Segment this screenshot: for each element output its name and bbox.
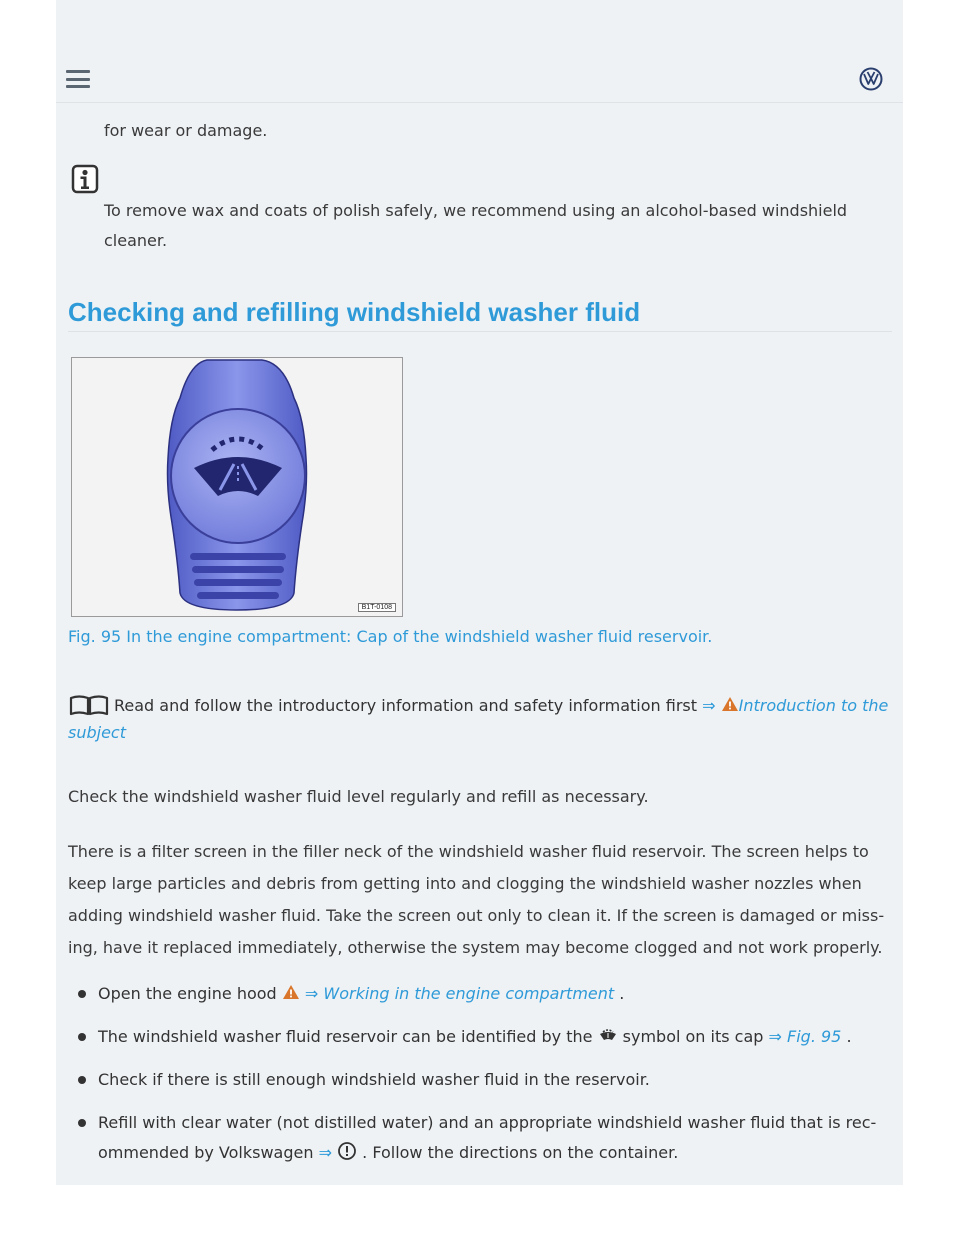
steps-list <box>68 979 883 1181</box>
paragraph-filter: There is a filter screen in the filler neck of the windshield washer fluid reservoir. The screen helps to keep large particles and debris from getting into and clogging the windshield washer nozzles when adding windshield washer fluid. Take the screen out only to clean it. If the screen is damaged or miss-ing, have it replaced immediately, otherwise the system may become clogged and not work properly. <box>68 842 885 957</box>
figure-washer-cap <box>71 357 403 617</box>
info-icon <box>71 164 99 194</box>
list-item: The windshield washer fluid reservoir can be identified by the symbol on its cap ⇒ Fig. 95 . <box>68 1022 883 1052</box>
warning-icon <box>721 696 739 712</box>
washer-fluid-symbol-icon <box>598 1027 618 1043</box>
figure-caption: Fig. 95 In the engine compartment: Cap of the windshield washer fluid reservoir. <box>68 627 713 646</box>
fig-95-link[interactable]: ⇒ Fig. 95 <box>768 1027 842 1046</box>
intro-notice: Read and follow the introductory information and safety information first ⇒ Introduction to the subject <box>68 696 889 742</box>
book-icon <box>68 694 110 716</box>
washer-cap-illustration <box>72 358 402 616</box>
warning-icon <box>282 984 300 1000</box>
list-item: Open the engine hood ⇒ Working in the engine compartment . <box>68 979 883 1009</box>
list-item: Refill with clear water (not distilled water) and an appropriate windshield washer fluid that is rec-ommended by Volkswagen ⇒ . Follow the directions on the container. <box>68 1108 883 1168</box>
introduction-link[interactable]: Introduction to the subject <box>68 696 889 742</box>
list-item: Check if there is still enough windshield washer fluid in the reservoir. <box>68 1065 883 1095</box>
note-text: To remove wax and coats of polish safely, we recommend using an alcohol-based windshield cleaner. <box>104 201 848 250</box>
figure-code: B1T-0108 <box>358 603 396 612</box>
section-divider <box>68 331 892 332</box>
caution-circle-icon <box>337 1141 357 1161</box>
section-title: Checking and refilling windshield washer fluid <box>68 297 641 327</box>
engine-compartment-link[interactable]: ⇒ Working in the engine compartment <box>304 984 615 1003</box>
vw-logo-icon[interactable] <box>859 67 883 91</box>
paragraph-check: Check the windshield washer fluid level regularly and refill as necessary. <box>68 787 649 806</box>
caution-link[interactable]: ⇒ <box>318 1143 332 1162</box>
top-bar <box>56 58 903 103</box>
previous-paragraph-end: for wear or damage. <box>104 121 268 140</box>
hamburger-menu-icon[interactable] <box>66 70 90 88</box>
